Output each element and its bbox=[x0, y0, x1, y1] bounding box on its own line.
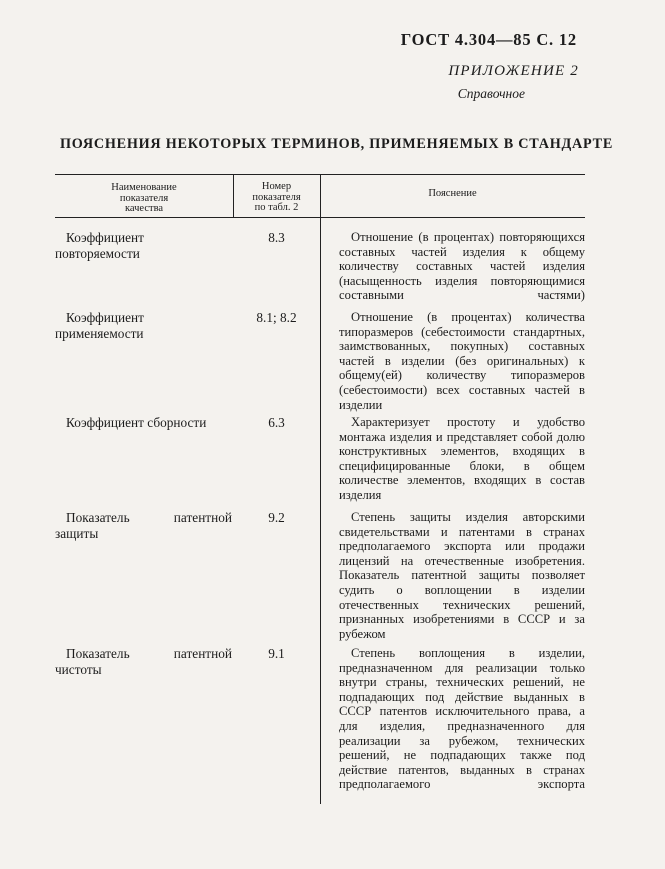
appendix-label: ПРИЛОЖЕНИЕ 2 bbox=[448, 63, 579, 79]
page-title: ПОЯСНЕНИЯ НЕКОТОРЫХ ТЕРМИНОВ, ПРИМЕНЯЕМЫХ В СТАНДАРТЕ bbox=[60, 136, 614, 152]
indicator-name: Коэффициент сборности bbox=[66, 415, 207, 430]
standard-code: ГОСТ 4.304—85 С. 12 bbox=[400, 30, 577, 49]
indicator-explanation: Степень защиты изделия авторскими свидетельствами и патентами в странах предполагаемого экспорта или продажи лицензий на отечественные изобретения. Показатель патентной защиты позволяет судить о воплощении в изделии отечественных технических решений, признанных изобретениями в СССР и за рубежом bbox=[339, 510, 585, 641]
appendix-note: Справочное bbox=[457, 86, 525, 101]
terms-table bbox=[55, 174, 585, 869]
indicator-number: 6.3 bbox=[268, 415, 285, 430]
column-header-number: Номер показателя по табл. 2 bbox=[252, 181, 301, 213]
indicator-explanation: Характеризует простоту и удобство монтажа изделия и представляет собой долю конструктивных элементов, входящих в специфицированные блоки, в общем количестве элементов, входящих в состав изделия bbox=[339, 415, 585, 502]
indicator-explanation: Отношение (в процентах) количества типоразмеров (себестоимости стандартных, заимствованных, покупных) составных частей в изделии (без оригинальных) к общему(ей) количеству типоразмеров (себестоимости) всех составных частей в изделии bbox=[339, 310, 585, 412]
column-header-name: Наименование показателя качества bbox=[111, 182, 177, 214]
indicator-name: Показатель патентной защиты bbox=[55, 510, 232, 541]
indicator-number: 9.1 bbox=[268, 646, 285, 661]
column-divider-2 bbox=[320, 174, 321, 804]
indicator-name: Коэффициент применяемости bbox=[55, 310, 144, 341]
indicator-explanation: Отношение (в процентах) повторяющихся составных частей изделия к общему количеству составных частей изделия (насыщенность изделия повторяющимися составными частями) bbox=[339, 230, 585, 303]
indicator-number: 9.2 bbox=[268, 510, 285, 525]
indicator-name: Коэффициент повторяемости bbox=[55, 230, 144, 261]
column-header-explanation: Пояснение bbox=[428, 188, 477, 199]
indicator-number: 8.3 bbox=[268, 230, 285, 245]
indicator-name: Показатель патентной чистоты bbox=[55, 646, 232, 677]
indicator-explanation: Степень воплощения в изделии, предназначенном для реализации только внутри страны, технических решений, не подпадающих под действие выданных в СССР патентов исключительного права, а для изделия, предназначенного для реализации за рубежом, технических решений, не подпадающих также под действие патентов, выданных в странах предполагаемого экспорта bbox=[339, 646, 585, 792]
indicator-number: 8.1; 8.2 bbox=[256, 310, 297, 325]
